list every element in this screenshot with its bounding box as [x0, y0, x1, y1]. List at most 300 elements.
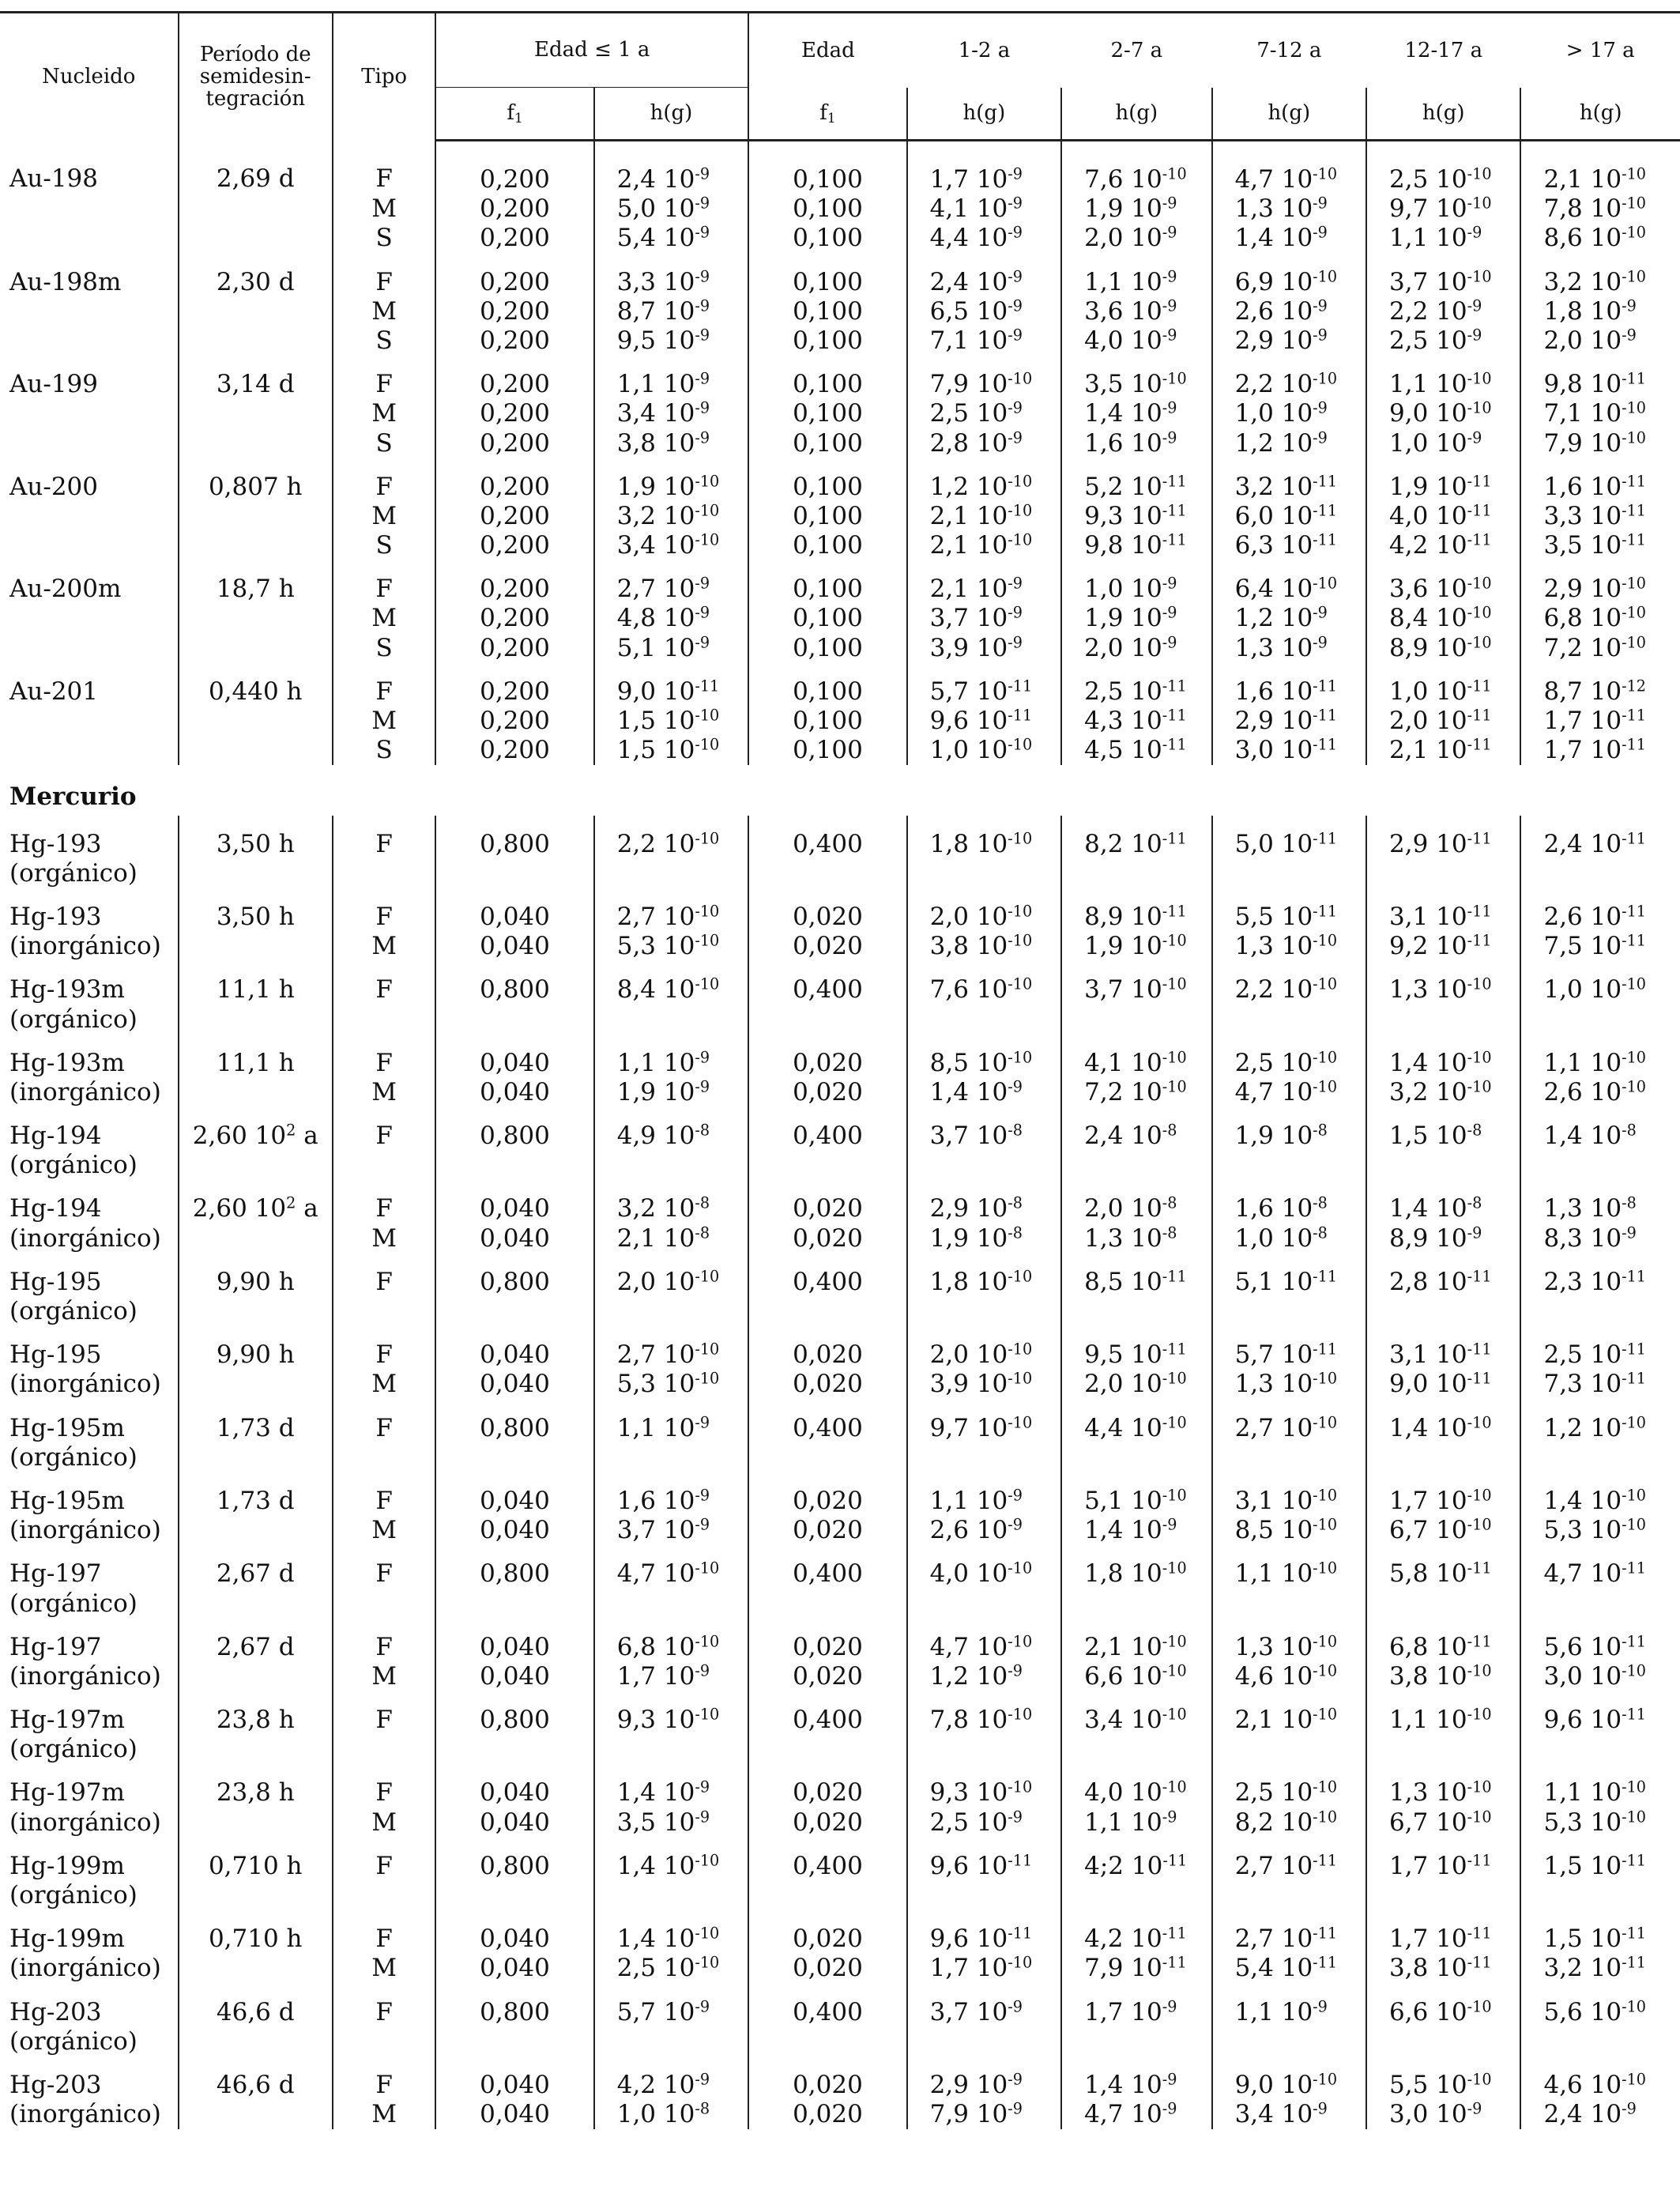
nuclide-name: Au-200m: [0, 560, 179, 604]
empty-cell: [435, 1151, 593, 1180]
half-life-empty: [179, 326, 333, 356]
table-row: [0, 1838, 1680, 1881]
hg-adult-cell: 1,6 $10^{-11}$: [1543, 472, 1647, 501]
hg-adult-cell: 7,9 $10^{-10}$: [1543, 428, 1647, 458]
nuclide-empty: [0, 707, 179, 736]
half-life-empty: [179, 1151, 333, 1180]
hg-12-17-cell: 1,4 $10^{-10}$: [1366, 1035, 1520, 1078]
half-life-empty: [179, 1808, 333, 1838]
empty-cell: [748, 1151, 906, 1180]
hg-1-2-cell: 4,1 $10^{-9}$: [907, 194, 1061, 224]
hg-infant-cell: 9,5 $10^{-9}$: [594, 326, 748, 356]
hg-12-17-cell: 2,5 $10^{-10}$: [1366, 141, 1520, 195]
f1-age-cell: 0,100: [748, 326, 906, 356]
hg-infant-cell: 3,4 $10^{-9}$: [594, 399, 748, 428]
table-row: [0, 707, 1680, 736]
hg-2-7-cell: 3,4 $10^{-10}$: [1061, 1691, 1211, 1735]
f1-infant-cell: 0,040: [435, 1472, 593, 1516]
hg-2-7-cell: 1,1 $10^{-9}$: [1061, 1808, 1211, 1838]
empty-cell: [1212, 1443, 1366, 1472]
hg-1-2-cell: 2,1 $10^{-10}$: [907, 502, 1061, 531]
empty-cell: [333, 1005, 435, 1035]
hg-12-17-cell: 1,7 $10^{-11}$: [1366, 1910, 1520, 1954]
table-body: [0, 141, 1680, 2130]
table-row: [0, 634, 1680, 663]
half-life: 18,7 h: [179, 560, 333, 604]
hg-adult-cell: 6,8 $10^{-10}$: [1543, 603, 1647, 633]
half-life-empty: [179, 1589, 333, 1619]
hg-7-12-cell: 1,3 $10^{-10}$: [1212, 932, 1366, 961]
hg-1-2-cell: 2,0 $10^{-10}$: [907, 888, 1061, 932]
hg-infant-cell: 2,0 $10^{-10}$: [594, 1253, 748, 1297]
empty-cell: [333, 1443, 435, 1472]
tipo-cell: M: [333, 1078, 435, 1107]
hg-2-7-cell: 4,0 $10^{-10}$: [1061, 1764, 1211, 1808]
nuclide-name: Hg-194: [0, 1180, 179, 1223]
tipo-cell: F: [333, 961, 435, 1005]
hg-2-7-cell: 4,5 $10^{-11}$: [1061, 736, 1211, 765]
hg-7-12-cell: 4,6 $10^{-10}$: [1212, 1662, 1366, 1691]
f1-infant-cell: 0,200: [435, 458, 593, 502]
empty-cell: [435, 1881, 593, 1910]
hg-adult-cell: 1,7 $10^{-11}$: [1543, 706, 1647, 735]
hg-1-2-cell: 3,8 $10^{-10}$: [907, 932, 1061, 961]
hg-2-7-cell: 5,2 $10^{-11}$: [1061, 458, 1211, 502]
hg-1-2-cell: 9,6 $10^{-11}$: [907, 707, 1061, 736]
hg-1-2-cell: 2,8 $10^{-9}$: [907, 429, 1061, 458]
hg-2-7-cell: 9,8 $10^{-11}$: [1061, 531, 1211, 560]
empty-cell: [1061, 1151, 1211, 1180]
table-row: [0, 1297, 1680, 1326]
empty-cell: [435, 1735, 593, 1764]
hg-12-17-cell: 1,7 $10^{-11}$: [1366, 1838, 1520, 1881]
nuclide-name: Hg-195m: [0, 1400, 179, 1443]
nuclide-name: Hg-193m: [0, 1035, 179, 1078]
header-age-2: 2-7 a: [1061, 13, 1211, 88]
f1-infant-cell: 0,040: [435, 1326, 593, 1370]
hg-infant-cell: 3,8 $10^{-9}$: [594, 429, 748, 458]
f1-age-cell: 0,400: [748, 1691, 906, 1735]
hg-7-12-cell: 1,4 $10^{-9}$: [1212, 224, 1366, 253]
half-life-empty: [179, 297, 333, 326]
hg-2-7-cell: 6,6 $10^{-10}$: [1061, 1662, 1211, 1691]
nuclide-name: Hg-197: [0, 1619, 179, 1662]
hg-2-7-cell: 1,4 $10^{-9}$: [1061, 2056, 1211, 2100]
f1-age-cell: 0,400: [748, 961, 906, 1005]
section-title-mercurio: Mercurio: [9, 782, 137, 812]
header-age-5: > 17 a: [1520, 13, 1680, 88]
hg-12-17-cell: 6,7 $10^{-10}$: [1366, 1808, 1520, 1838]
nuclide-empty: [0, 399, 179, 428]
f1-age-cell: 0,100: [748, 502, 906, 531]
half-life-empty: [179, 859, 333, 888]
hg-12-17-cell: 3,7 $10^{-10}$: [1366, 254, 1520, 297]
f1-infant-cell: 0,040: [435, 1370, 593, 1399]
hg-2-7-cell: 1,7 $10^{-9}$: [1061, 1984, 1211, 2027]
table-row: [0, 399, 1680, 428]
empty-cell: [748, 1005, 906, 1035]
hg-7-12-cell: 5,1 $10^{-11}$: [1212, 1253, 1366, 1297]
table-row: [0, 1589, 1680, 1619]
hg-2-7-cell: 3,5 $10^{-10}$: [1061, 356, 1211, 399]
half-life: 0,807 h: [179, 458, 333, 502]
nuclide-empty: [0, 297, 179, 326]
hg-12-17-cell: 4,0 $10^{-11}$: [1366, 502, 1520, 531]
hg-infant-cell: 3,4 $10^{-10}$: [594, 531, 748, 560]
hg-2-7-cell: 7,2 $10^{-10}$: [1061, 1078, 1211, 1107]
header-age-4: 12-17 a: [1366, 13, 1520, 88]
f1-infant-cell: 0,200: [435, 141, 593, 195]
f1-age-cell: 0,020: [748, 1326, 906, 1370]
f1-infant-cell: 0,200: [435, 194, 593, 224]
hg-adult-cell: 5,6 $10^{-11}$: [1543, 1632, 1647, 1661]
table-row: [0, 1326, 1680, 1370]
hg-infant-cell: 5,7 $10^{-9}$: [594, 1984, 748, 2027]
hg-infant-cell: 6,8 $10^{-10}$: [594, 1619, 748, 1662]
f1-age-cell: 0,100: [748, 663, 906, 707]
empty-cell: [1061, 2027, 1211, 2056]
hg-12-17-cell: 1,0 $10^{-9}$: [1366, 429, 1520, 458]
half-life-empty: [179, 531, 333, 560]
hg-adult-cell: 8,6 $10^{-10}$: [1543, 223, 1647, 253]
hg-7-12-cell: 6,4 $10^{-10}$: [1212, 560, 1366, 604]
empty-cell: [1366, 1297, 1520, 1326]
nuclide-name: Au-201: [0, 663, 179, 707]
half-life-empty: [179, 429, 333, 458]
hg-1-2-cell: 1,4 $10^{-9}$: [907, 1078, 1061, 1107]
hg-7-12-cell: 2,2 $10^{-10}$: [1212, 961, 1366, 1005]
half-life-empty: [179, 1224, 333, 1253]
hg-2-7-cell: 3,6 $10^{-9}$: [1061, 297, 1211, 326]
hg-1-2-cell: 2,5 $10^{-9}$: [907, 399, 1061, 428]
hg-12-17-cell: 3,1 $10^{-11}$: [1366, 1326, 1520, 1370]
empty-cell: [1520, 1589, 1680, 1619]
section-row: [0, 765, 1680, 815]
hg-12-17-cell: 1,4 $10^{-8}$: [1366, 1180, 1520, 1223]
hg-12-17-cell: 2,8 $10^{-11}$: [1366, 1253, 1520, 1297]
tipo-cell: F: [333, 663, 435, 707]
nuclide-name: Hg-193: [0, 888, 179, 932]
f1-age-cell: 0,100: [748, 297, 906, 326]
table-row: [0, 961, 1680, 1005]
hg-2-7-cell: 7,9 $10^{-11}$: [1061, 1954, 1211, 1983]
hg-12-17-cell: 3,8 $10^{-10}$: [1366, 1662, 1520, 1691]
header-edad-le1: Edad ≤ 1 a: [435, 13, 748, 88]
hg-1-2-cell: 9,3 $10^{-10}$: [907, 1764, 1061, 1808]
hg-12-17-cell: 1,3 $10^{-10}$: [1366, 961, 1520, 1005]
hg-2-7-cell: 2,5 $10^{-11}$: [1061, 663, 1211, 707]
hg-7-12-cell: 1,9 $10^{-8}$: [1212, 1107, 1366, 1151]
hg-2-7-cell: 1,9 $10^{-9}$: [1061, 604, 1211, 633]
hg-1-2-cell: 1,9 $10^{-8}$: [907, 1224, 1061, 1253]
nuclide-form: (orgánico): [0, 2027, 179, 2056]
tipo-cell: M: [333, 194, 435, 224]
empty-cell: [1520, 1151, 1680, 1180]
nuclide-form: (inorgánico): [0, 1370, 179, 1399]
hg-12-17-cell: 5,5 $10^{-10}$: [1366, 2056, 1520, 2100]
hg-2-7-cell: 4;2 $10^{-11}$: [1061, 1838, 1211, 1881]
table-row: [0, 859, 1680, 888]
hg-2-7-cell: 1,3 $10^{-8}$: [1061, 1224, 1211, 1253]
f1-infant-cell: 0,200: [435, 736, 593, 765]
f1-age-cell: 0,020: [748, 1808, 906, 1838]
table-row: [0, 429, 1680, 458]
f1-infant-cell: 0,200: [435, 560, 593, 604]
table-row: [0, 2100, 1680, 2129]
hg-7-12-cell: 2,7 $10^{-11}$: [1212, 1910, 1366, 1954]
hg-7-12-cell: 1,1 $10^{-9}$: [1212, 1984, 1366, 2027]
empty-cell: [594, 1881, 748, 1910]
empty-cell: [435, 1297, 593, 1326]
tipo-cell: F: [333, 458, 435, 502]
hg-adult-cell: 1,2 $10^{-10}$: [1543, 1413, 1647, 1442]
f1-age-cell: 0,100: [748, 707, 906, 736]
table-row: [0, 560, 1680, 604]
f1-age-cell: 0,020: [748, 1224, 906, 1253]
half-life: 46,6 d: [179, 2056, 333, 2100]
hg-1-2-cell: 1,7 $10^{-10}$: [907, 1954, 1061, 1983]
nuclide-form: (orgánico): [0, 1151, 179, 1180]
empty-cell: [748, 859, 906, 888]
hg-1-2-cell: 5,7 $10^{-11}$: [907, 663, 1061, 707]
hg-1-2-cell: 9,7 $10^{-10}$: [907, 1400, 1061, 1443]
hg-adult-cell: 2,6 $10^{-10}$: [1543, 1077, 1647, 1106]
table-row: [0, 356, 1680, 399]
hg-7-12-cell: 1,2 $10^{-9}$: [1212, 604, 1366, 633]
half-life: 1,73 d: [179, 1472, 333, 1516]
nuclide-form: (inorgánico): [0, 2100, 179, 2129]
hg-2-7-cell: 4,2 $10^{-11}$: [1061, 1910, 1211, 1954]
header-hg-4: h(g): [1212, 88, 1366, 141]
nuclide-name: Hg-193m: [0, 961, 179, 1005]
f1-infant-cell: 0,040: [435, 1224, 593, 1253]
f1-infant-cell: 0,040: [435, 2100, 593, 2129]
nuclide-empty: [0, 429, 179, 458]
table-row: [0, 604, 1680, 633]
header-tipo: Tipo: [333, 13, 435, 141]
half-life-empty: [179, 1078, 333, 1107]
empty-cell: [748, 2027, 906, 2056]
hg-adult-cell: 2,9 $10^{-10}$: [1543, 574, 1647, 604]
hg-2-7-cell: 9,3 $10^{-11}$: [1061, 502, 1211, 531]
hg-infant-cell: 5,3 $10^{-10}$: [594, 932, 748, 961]
tipo-cell: F: [333, 1619, 435, 1662]
half-life-empty: [179, 1516, 333, 1545]
hg-infant-cell: 3,2 $10^{-10}$: [594, 502, 748, 531]
f1-infant-cell: 0,040: [435, 1619, 593, 1662]
hg-adult-cell: 7,8 $10^{-10}$: [1543, 194, 1647, 224]
f1-age-cell: 0,020: [748, 1764, 906, 1808]
hg-2-7-cell: 1,4 $10^{-9}$: [1061, 1516, 1211, 1545]
table-row: [0, 1516, 1680, 1545]
nuclide-name: Hg-195m: [0, 1472, 179, 1516]
empty-cell: [594, 859, 748, 888]
hg-12-17-cell: 3,8 $10^{-11}$: [1366, 1954, 1520, 1983]
hg-7-12-cell: 1,3 $10^{-9}$: [1212, 634, 1366, 663]
tipo-cell: M: [333, 1662, 435, 1691]
table-row: [0, 502, 1680, 531]
hg-7-12-cell: 2,7 $10^{-10}$: [1212, 1400, 1366, 1443]
f1-age-cell: 0,100: [748, 141, 906, 195]
half-life-empty: [179, 1443, 333, 1472]
hg-adult-cell: 1,4 $10^{-8}$: [1543, 1121, 1637, 1151]
nuclide-empty: [0, 634, 179, 663]
f1-infant-cell: 0,200: [435, 707, 593, 736]
hg-12-17-cell: 6,7 $10^{-10}$: [1366, 1516, 1520, 1545]
empty-cell: [1061, 1005, 1211, 1035]
hg-1-2-cell: 8,5 $10^{-10}$: [907, 1035, 1061, 1078]
hg-1-2-cell: 7,9 $10^{-9}$: [907, 2100, 1061, 2129]
tipo-cell: F: [333, 1984, 435, 2027]
hg-7-12-cell: 3,1 $10^{-10}$: [1212, 1472, 1366, 1516]
hg-2-7-cell: 2,0 $10^{-9}$: [1061, 634, 1211, 663]
hg-adult-cell: 5,3 $10^{-10}$: [1543, 1808, 1647, 1837]
table-row: [0, 1151, 1680, 1180]
hg-2-7-cell: 2,1 $10^{-10}$: [1061, 1619, 1211, 1662]
empty-cell: [435, 2027, 593, 2056]
hg-12-17-cell: 3,6 $10^{-10}$: [1366, 560, 1520, 604]
nuclide-form: (orgánico): [0, 1297, 179, 1326]
table-row: [0, 1954, 1680, 1983]
tipo-cell: S: [333, 531, 435, 560]
empty-cell: [907, 1005, 1061, 1035]
half-life: 9,90 h: [179, 1253, 333, 1297]
hg-infant-cell: 8,7 $10^{-9}$: [594, 297, 748, 326]
hg-1-2-cell: 2,9 $10^{-9}$: [907, 2056, 1061, 2100]
hg-2-7-cell: 4,1 $10^{-10}$: [1061, 1035, 1211, 1078]
hg-7-12-cell: 5,4 $10^{-11}$: [1212, 1954, 1366, 1983]
empty-cell: [1366, 1443, 1520, 1472]
hg-7-12-cell: 5,0 $10^{-11}$: [1212, 816, 1366, 859]
f1-age-cell: 0,100: [748, 224, 906, 253]
empty-cell: [435, 859, 593, 888]
empty-cell: [333, 1881, 435, 1910]
hg-infant-cell: 1,1 $10^{-9}$: [594, 1035, 748, 1078]
nuclide-form: (inorgánico): [0, 1662, 179, 1691]
tipo-cell: M: [333, 932, 435, 961]
half-life-empty: [179, 1662, 333, 1691]
hg-1-2-cell: 1,2 $10^{-9}$: [907, 1662, 1061, 1691]
empty-cell: [1061, 859, 1211, 888]
table-row: [0, 1107, 1680, 1151]
f1-infant-cell: 0,040: [435, 1910, 593, 1954]
hg-1-2-cell: 7,9 $10^{-10}$: [907, 356, 1061, 399]
hg-7-12-cell: 1,0 $10^{-8}$: [1212, 1224, 1366, 1253]
hg-2-7-cell: 8,9 $10^{-11}$: [1061, 888, 1211, 932]
half-life: 0,710 h: [179, 1838, 333, 1881]
half-life-empty: [179, 932, 333, 961]
tipo-cell: F: [333, 1691, 435, 1735]
f1-infant-cell: 0,040: [435, 1764, 593, 1808]
hg-7-12-cell: 1,3 $10^{-10}$: [1212, 1619, 1366, 1662]
hg-12-17-cell: 2,2 $10^{-9}$: [1366, 297, 1520, 326]
f1-age-cell: 0,100: [748, 194, 906, 224]
empty-cell: [1520, 859, 1680, 888]
hg-2-7-cell: 7,6 $10^{-10}$: [1061, 141, 1211, 195]
header-hg-5: h(g): [1366, 88, 1520, 141]
hg-1-2-cell: 7,1 $10^{-9}$: [907, 326, 1061, 356]
empty-cell: [1366, 1151, 1520, 1180]
tipo-cell: M: [333, 604, 435, 633]
tipo-cell: M: [333, 1808, 435, 1838]
empty-cell: [1212, 1151, 1366, 1180]
hg-2-7-cell: 2,4 $10^{-8}$: [1061, 1107, 1211, 1151]
tipo-cell: F: [333, 1910, 435, 1954]
nuclide-empty: [0, 736, 179, 765]
half-life: 2,30 d: [179, 254, 333, 297]
hg-12-17-cell: 1,0 $10^{-11}$: [1366, 663, 1520, 707]
empty-cell: [1366, 1589, 1520, 1619]
f1-infant-cell: 0,200: [435, 502, 593, 531]
table-row: [0, 1005, 1680, 1035]
hg-2-7-cell: 1,1 $10^{-9}$: [1061, 254, 1211, 297]
hg-adult-cell: 2,4 $10^{-11}$: [1543, 829, 1647, 858]
hg-infant-cell: 1,4 $10^{-9}$: [594, 1764, 748, 1808]
hg-1-2-cell: 2,6 $10^{-9}$: [907, 1516, 1061, 1545]
tipo-cell: F: [333, 816, 435, 859]
tipo-cell: S: [333, 634, 435, 663]
hg-1-2-cell: 3,7 $10^{-8}$: [907, 1107, 1061, 1151]
hg-7-12-cell: 2,6 $10^{-9}$: [1212, 297, 1366, 326]
hg-adult-cell: 3,2 $10^{-10}$: [1543, 267, 1647, 296]
half-life: 11,1 h: [179, 1035, 333, 1078]
tipo-cell: S: [333, 429, 435, 458]
f1-infant-cell: 0,200: [435, 326, 593, 356]
table-row: [0, 297, 1680, 326]
table-row: [0, 194, 1680, 224]
hg-1-2-cell: 4,0 $10^{-10}$: [907, 1545, 1061, 1589]
hg-12-17-cell: 2,9 $10^{-11}$: [1366, 816, 1520, 859]
empty-cell: [907, 1589, 1061, 1619]
hg-1-2-cell: 7,6 $10^{-10}$: [907, 961, 1061, 1005]
nuclide-form: (orgánico): [0, 859, 179, 888]
empty-cell: [1212, 2027, 1366, 2056]
empty-cell: [907, 1443, 1061, 1472]
empty-cell: [1520, 1443, 1680, 1472]
half-life: 3,50 h: [179, 888, 333, 932]
hg-2-7-cell: 2,0 $10^{-9}$: [1061, 224, 1211, 253]
nuclide-empty: [0, 326, 179, 356]
empty-cell: [333, 1589, 435, 1619]
hg-adult-cell: 1,4 $10^{-10}$: [1543, 1486, 1647, 1515]
hg-7-12-cell: 3,2 $10^{-11}$: [1212, 458, 1366, 502]
hg-2-7-cell: 1,9 $10^{-9}$: [1061, 194, 1211, 224]
empty-cell: [907, 1881, 1061, 1910]
empty-cell: [907, 1151, 1061, 1180]
hg-1-2-cell: 2,1 $10^{-9}$: [907, 560, 1061, 604]
f1-age-cell: 0,020: [748, 2056, 906, 2100]
table-row: [0, 1662, 1680, 1691]
hg-12-17-cell: 1,1 $10^{-9}$: [1366, 224, 1520, 253]
hg-1-2-cell: 2,5 $10^{-9}$: [907, 1808, 1061, 1838]
empty-cell: [594, 1297, 748, 1326]
header-hg-1: h(g): [594, 88, 748, 141]
f1-age-cell: 0,020: [748, 2100, 906, 2129]
header-edad: Edad: [748, 13, 906, 88]
empty-cell: [748, 1443, 906, 1472]
hg-7-12-cell: 1,2 $10^{-9}$: [1212, 429, 1366, 458]
hg-12-17-cell: 1,4 $10^{-10}$: [1366, 1400, 1520, 1443]
half-life-empty: [179, 707, 333, 736]
nuclide-name: Hg-199m: [0, 1910, 179, 1954]
half-life: 9,90 h: [179, 1326, 333, 1370]
f1-age-cell: 0,400: [748, 816, 906, 859]
empty-cell: [1212, 1881, 1366, 1910]
hg-2-7-cell: 1,9 $10^{-10}$: [1061, 932, 1211, 961]
f1-infant-cell: 0,200: [435, 224, 593, 253]
hg-12-17-cell: 3,2 $10^{-10}$: [1366, 1078, 1520, 1107]
f1-infant-cell: 0,800: [435, 1984, 593, 2027]
